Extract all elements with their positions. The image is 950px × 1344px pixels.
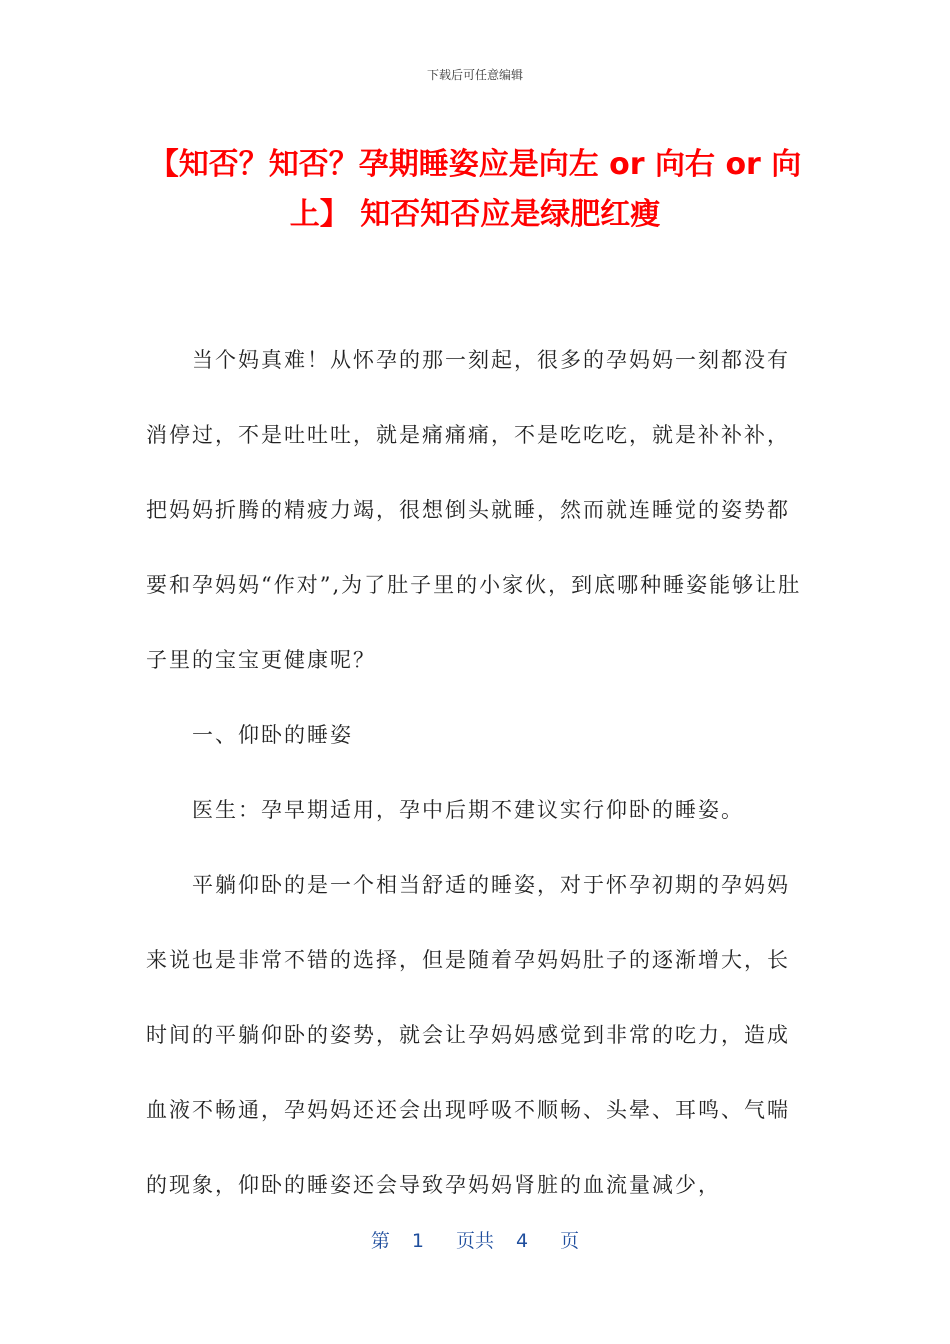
footer-middle: 页共 [455,1230,494,1252]
footer-total-pages: 4 [516,1230,529,1252]
document-body [146,323,810,1223]
document-title: 【知否？知否？孕期睡姿应是向左 or 向右 or 向上】 知否知否应是绿肥红瘦 [148,147,802,232]
header-note: 下载后可任意编辑 [426,68,523,82]
paragraph-doctor-note: 医生：孕早期适用，孕中后期不建议实行仰卧的睡姿。 [192,798,744,822]
footer-prefix: 第 [370,1230,390,1252]
section-heading: 一、仰卧的睡姿 [192,723,353,747]
paragraph-intro: 当个妈真难！从怀孕的那一刻起，很多的孕妈妈一刻都没有消停过，不是吐吐吐，就是痛痛痛，不是吃吃吃，就是补补补，把妈妈折腾的精疲力竭，很想倒头就睡，然而就连睡觉的姿势都要和孕妈妈“作对”,为了肚子里的小家伙，到底哪种睡姿能够让肚子里的宝宝更健康呢？ [146,348,802,672]
footer-current-page: 1 [411,1230,424,1252]
page-footer [0,1226,950,1253]
paragraph-supine: 平躺仰卧的是一个相当舒适的睡姿，对于怀孕初期的孕妈妈来说也是非常不错的选择，但是随着孕妈妈肚子的逐渐增大，长时间的平躺仰卧的姿势，就会让孕妈妈感觉到非常的吃力，造成血液不畅通，孕妈妈还还会出现呼吸不顺畅、头晕、耳鸣、气喘的现象，仰卧的睡姿还会导致孕妈妈肾脏的血流量减少， [146,873,790,1197]
footer-suffix: 页 [560,1230,580,1252]
